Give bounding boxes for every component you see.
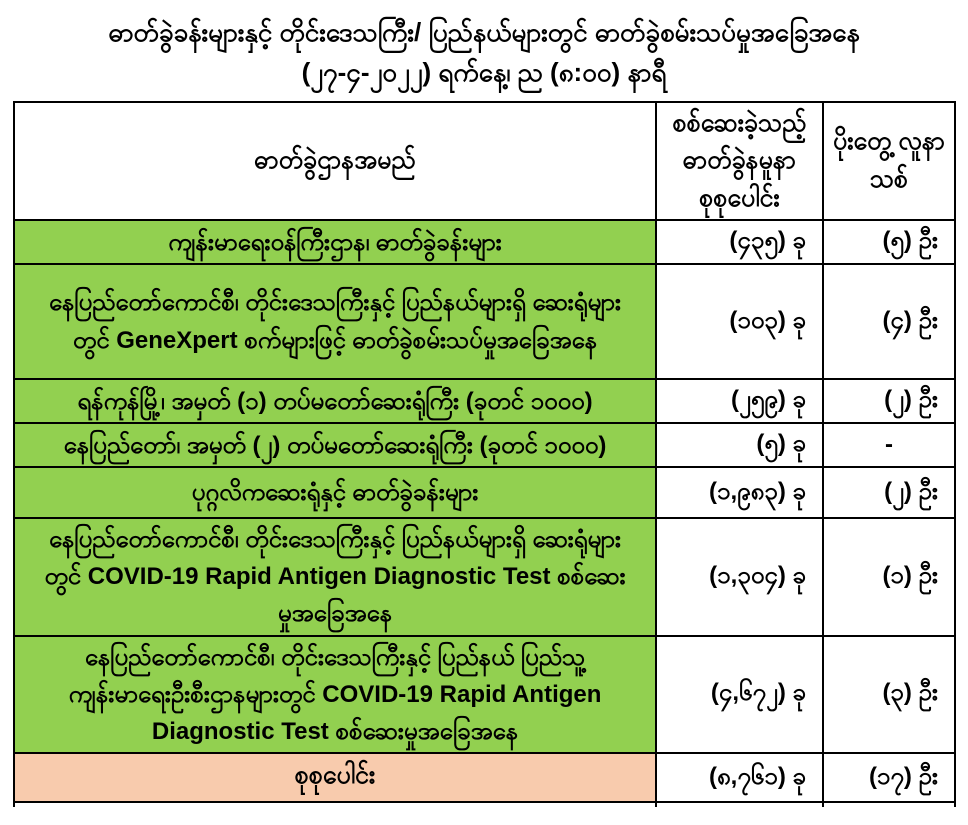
- lab-name-cell: ကျန်းမာရေးဝန်ကြီးဌာန၊ ဓာတ်ခွဲခန်းများ: [14, 220, 656, 264]
- positives-cell: (၂) ဦး: [823, 379, 955, 423]
- lab-test-summary-table: [13, 101, 956, 808]
- cutoff-cell: [823, 802, 955, 807]
- samples-cell: (၁,၃၀၄) ခု: [656, 518, 823, 636]
- positives-cell: (၃) ဦး: [823, 636, 955, 754]
- table-row: [14, 423, 955, 467]
- lab-name-cell: နေပြည်တော်ကောင်စီ၊ တိုင်းဒေသကြီးနှင့် ပြည်နယ် ပြည်သူ့ကျန်းမာရေးဦးစီးဌာနများတွင် COVID-19 Rapid Antigen Diagnostic Test စစ်ဆေးမှုအခြေအနေ: [14, 636, 656, 754]
- table-row: [14, 379, 955, 423]
- table-header-row: [14, 102, 955, 221]
- report-title-line2: (၂၇-၄-၂၀၂၂) ရက်နေ့၊ ည (၈:၀၀) နာရီ: [301, 57, 667, 88]
- table-row: [14, 518, 955, 636]
- table-row: [14, 220, 955, 264]
- positives-cell: (၁) ဦး: [823, 518, 955, 636]
- table-row: [14, 467, 955, 518]
- samples-cell: (၄၃၅) ခု: [656, 220, 823, 264]
- samples-cell: (၁၀၃) ခု: [656, 264, 823, 379]
- lab-name-cell: နေပြည်တော်၊ အမှတ် (၂) တပ်မတော်ဆေးရုံကြီး (ခုတင် ၁၀၀၀): [14, 423, 656, 467]
- col-header-lab-name: ဓာတ်ခွဲဌာနအမည်: [14, 102, 656, 221]
- total-samples-cell: (၈,၇၆၁) ခု: [656, 753, 823, 802]
- positives-cell: (၂) ဦး: [823, 467, 955, 518]
- samples-cell: (၂၅၉) ခု: [656, 379, 823, 423]
- positives-cell: -: [823, 423, 955, 467]
- lab-name-cell: ပုဂ္ဂလိကဆေးရုံနှင့် ဓာတ်ခွဲခန်းများ: [14, 467, 656, 518]
- lab-name-cell: ရန်ကုန်မြို့၊ အမှတ် (၁) တပ်မတော်ဆေးရုံကြီး (ခုတင် ၁၀၀၀): [14, 379, 656, 423]
- samples-cell: (၄,၆၇၂) ခု: [656, 636, 823, 754]
- total-positives-cell: (၁၇) ဦး: [823, 753, 955, 802]
- table-total-row: [14, 753, 955, 802]
- total-label-cell: စုစုပေါင်း: [14, 753, 656, 802]
- col-header-samples-tested: စစ်ဆေးခဲ့သည့် ဓာတ်ခွဲနမူနာ စုစုပေါင်း: [656, 102, 823, 221]
- cutoff-cell: [656, 802, 823, 807]
- samples-cell: (၅) ခု: [656, 423, 823, 467]
- table-row: [14, 636, 955, 754]
- samples-cell: (၁,၉၈၃) ခု: [656, 467, 823, 518]
- col-header-new-positives: ပိုးတွေ့ လူနာသစ်: [823, 102, 955, 221]
- cutoff-cell: [14, 802, 656, 807]
- table-row: [14, 264, 955, 379]
- report-title-line1: ဓာတ်ခွဲခန်းများနှင့် တိုင်းဒေသကြီး/ ပြည်နယ်များတွင် ဓာတ်ခွဲစမ်းသပ်မှုအခြေအနေ: [108, 17, 860, 47]
- positives-cell: (၅) ဦး: [823, 220, 955, 264]
- lab-name-cell: နေပြည်တော်ကောင်စီ၊ တိုင်းဒေသကြီးနှင့် ပြည်နယ်များရှိ ဆေးရုံများတွင် COVID-19 Rapid Antigen Diagnostic Test စစ်ဆေးမှုအခြေအနေ: [14, 518, 656, 636]
- report-title: [0, 0, 968, 93]
- lab-name-cell: နေပြည်တော်ကောင်စီ၊ တိုင်းဒေသကြီးနှင့် ပြည်နယ်များရှိ ဆေးရုံများတွင် GeneXpert စက်များဖြင့် ဓာတ်ခွဲစမ်းသပ်မှုအခြေအနေ: [14, 264, 656, 379]
- cutoff-partial-row: [14, 802, 955, 807]
- positives-cell: (၄) ဦး: [823, 264, 955, 379]
